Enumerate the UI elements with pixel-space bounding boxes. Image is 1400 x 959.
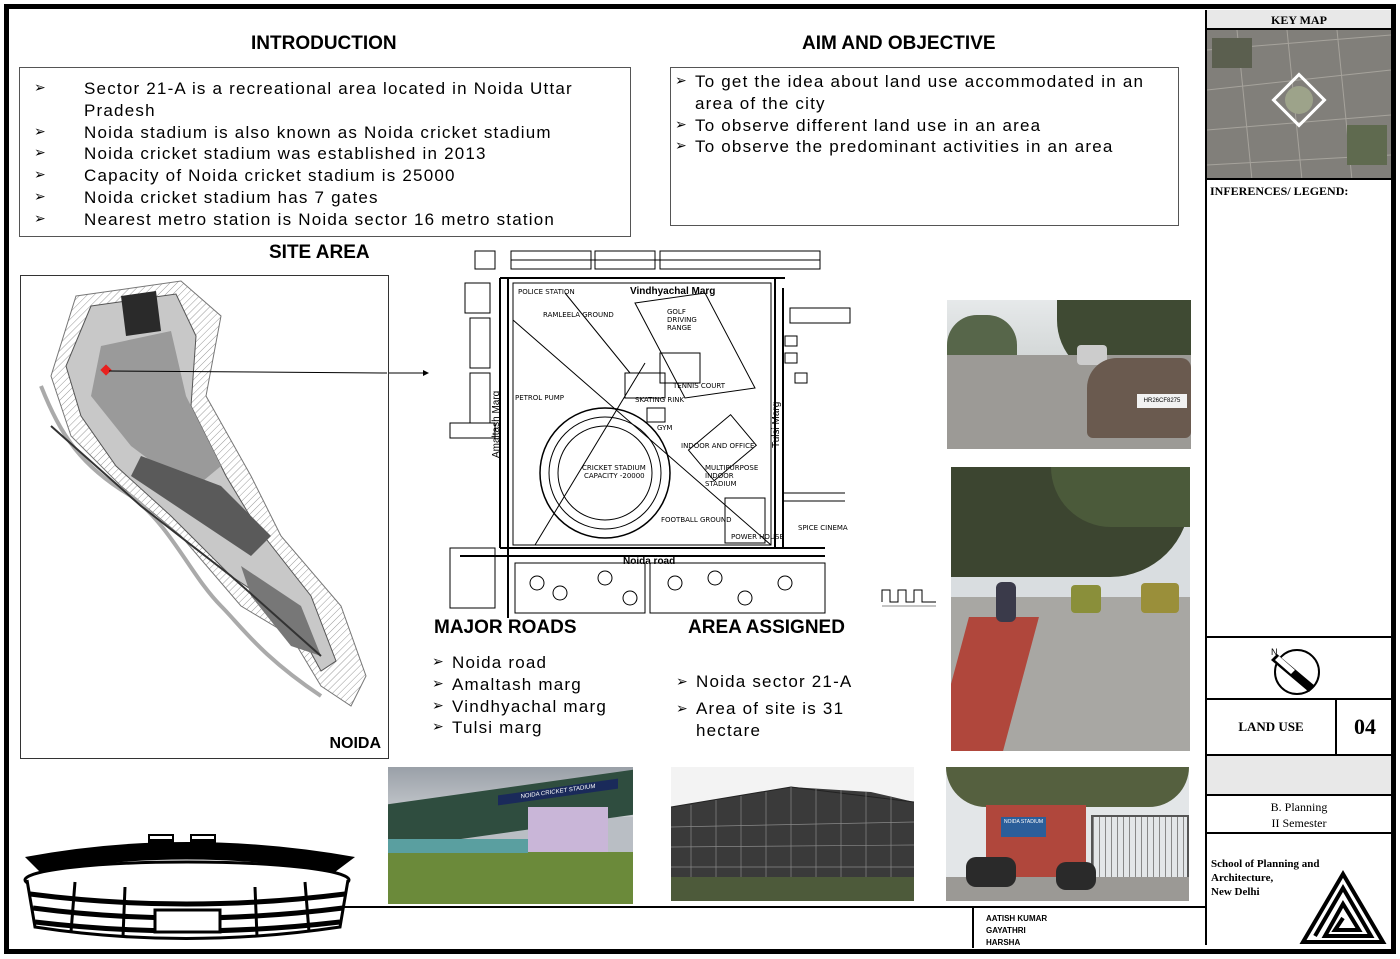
aim-list xyxy=(671,68,1178,158)
map-pointer-arrow xyxy=(389,366,429,380)
plan-label: CRICKET STADIUM xyxy=(582,464,646,472)
scale-bar xyxy=(880,586,938,608)
sheet-title: LAND USE xyxy=(1207,700,1337,754)
inferences-title: INFERENCES/ LEGEND: xyxy=(1210,184,1349,198)
major-roads-list xyxy=(428,652,668,739)
introduction-list xyxy=(20,68,630,231)
major-road-item: ➢ Vindhyachal marg xyxy=(428,696,668,718)
introduction-heading: INTRODUCTION xyxy=(251,33,397,54)
inferences-legend xyxy=(1207,180,1391,638)
introduction-item: ➢ Capacity of Noida cricket stadium is 25000 xyxy=(20,165,630,187)
road-photo xyxy=(947,300,1191,449)
area-assigned-list xyxy=(672,671,902,742)
author-name: GAYATHRI xyxy=(986,926,1026,935)
plan-label: POLICE STATION xyxy=(518,288,575,296)
footer-divider xyxy=(972,906,974,948)
stadium-structure-photo xyxy=(671,767,914,901)
key-map-header xyxy=(1207,10,1391,30)
area-assigned-heading: AREA ASSIGNED xyxy=(688,617,845,638)
stadium-gate-photo xyxy=(946,767,1189,901)
introduction-item: ➢ Noida cricket stadium has 7 gates xyxy=(20,187,630,209)
stadium-icon xyxy=(15,832,360,947)
school-line: New Delhi xyxy=(1211,886,1260,898)
key-map-title: KEY MAP xyxy=(1271,13,1327,27)
plan-label: FOOTBALL GROUND xyxy=(661,516,732,524)
course-line: B. Planning xyxy=(1270,800,1328,814)
stadium-banner: NOIDA CRICKET STADIUM xyxy=(498,779,618,806)
plan-label: GOLF DRIVING RANGE xyxy=(667,308,697,332)
footer-rule xyxy=(343,906,1205,908)
author-name: HARSHA xyxy=(986,938,1021,947)
course-cell xyxy=(1207,796,1391,834)
sheet-number: 04 xyxy=(1354,714,1376,739)
plan-label: SKATING RINK xyxy=(635,396,685,404)
school-line: Architecture, xyxy=(1211,872,1274,884)
aim-item: ➢ To get the idea about land use accommodated in an area of the city xyxy=(671,71,1178,115)
plan-label: CAPACITY -20000 xyxy=(584,472,645,480)
aim-heading: AIM AND OBJECTIVE xyxy=(802,33,996,54)
title-block xyxy=(1205,10,1389,945)
plan-label: GYM xyxy=(657,424,673,432)
plan-label: TENNIS COURT xyxy=(673,382,726,390)
spa-logo-icon xyxy=(1299,870,1387,946)
car-plate: HR26CF8275 xyxy=(1137,394,1187,408)
blank-cell xyxy=(1207,756,1391,796)
major-road-item: ➢ Tulsi marg xyxy=(428,717,668,739)
aim-box xyxy=(670,67,1179,226)
noida-label: NOIDA xyxy=(329,735,381,752)
plan-label: MULTIPURPOSE INDOOR STADIUM xyxy=(705,464,759,488)
plan-label: RAMLEELA GROUND xyxy=(543,311,614,319)
area-assigned-item: ➢ Area of site is 31 hectare xyxy=(672,698,902,742)
site-plan xyxy=(445,248,865,618)
noida-map xyxy=(21,276,388,758)
road-label-south: Noida road xyxy=(623,556,676,567)
road-label-west: Amaltash Marg xyxy=(491,390,502,458)
road-label-east: Tulsi Marg xyxy=(771,401,782,448)
introduction-box xyxy=(19,67,631,237)
plan-label: POWER HOUSE xyxy=(731,533,784,541)
major-road-item: ➢ Amaltash marg xyxy=(428,674,668,696)
key-map-image xyxy=(1207,30,1391,180)
plan-label: SPICE CINEMA xyxy=(798,524,848,532)
site-area-heading: SITE AREA xyxy=(269,242,370,263)
noida-map-box xyxy=(20,275,389,759)
scaffold-drawing xyxy=(671,767,914,901)
plan-label: PETROL PUMP xyxy=(515,394,565,402)
roadside-photo xyxy=(951,467,1190,751)
sheet-title-cell xyxy=(1207,700,1391,756)
north-label: N xyxy=(1271,647,1278,657)
area-assigned-item: ➢ Noida sector 21-A xyxy=(672,671,902,693)
plan-label: INDOOR AND OFFICE xyxy=(681,442,755,450)
introduction-item: ➢ Noida cricket stadium was established in 2013 xyxy=(20,143,630,165)
aim-item: ➢ To observe different land use in an area xyxy=(671,115,1178,137)
introduction-item: ➢ Noida stadium is also known as Noida cricket stadium xyxy=(20,122,630,144)
semester-line: II Semester xyxy=(1271,816,1327,830)
introduction-item: ➢ Nearest metro station is Noida sector 16 metro station xyxy=(20,209,630,231)
gate-sign: NOIDA STADIUM xyxy=(1001,817,1046,837)
major-road-item: ➢ Noida road xyxy=(428,652,668,674)
aim-item: ➢ To observe the predominant activities in an area xyxy=(671,136,1178,158)
school-line: School of Planning and xyxy=(1211,858,1320,870)
introduction-item: ➢ Sector 21-A is a recreational area located in Noida Uttar Pradesh xyxy=(20,78,630,122)
key-map-satellite xyxy=(1207,30,1391,180)
author-name: AATISH KUMAR xyxy=(986,914,1048,923)
north-arrow-cell xyxy=(1207,638,1391,700)
road-label-north: Vindhyachal Marg xyxy=(630,286,716,297)
authors xyxy=(986,913,1047,949)
stadium-photo xyxy=(388,767,633,904)
major-roads-heading: MAJOR ROADS xyxy=(434,617,577,638)
